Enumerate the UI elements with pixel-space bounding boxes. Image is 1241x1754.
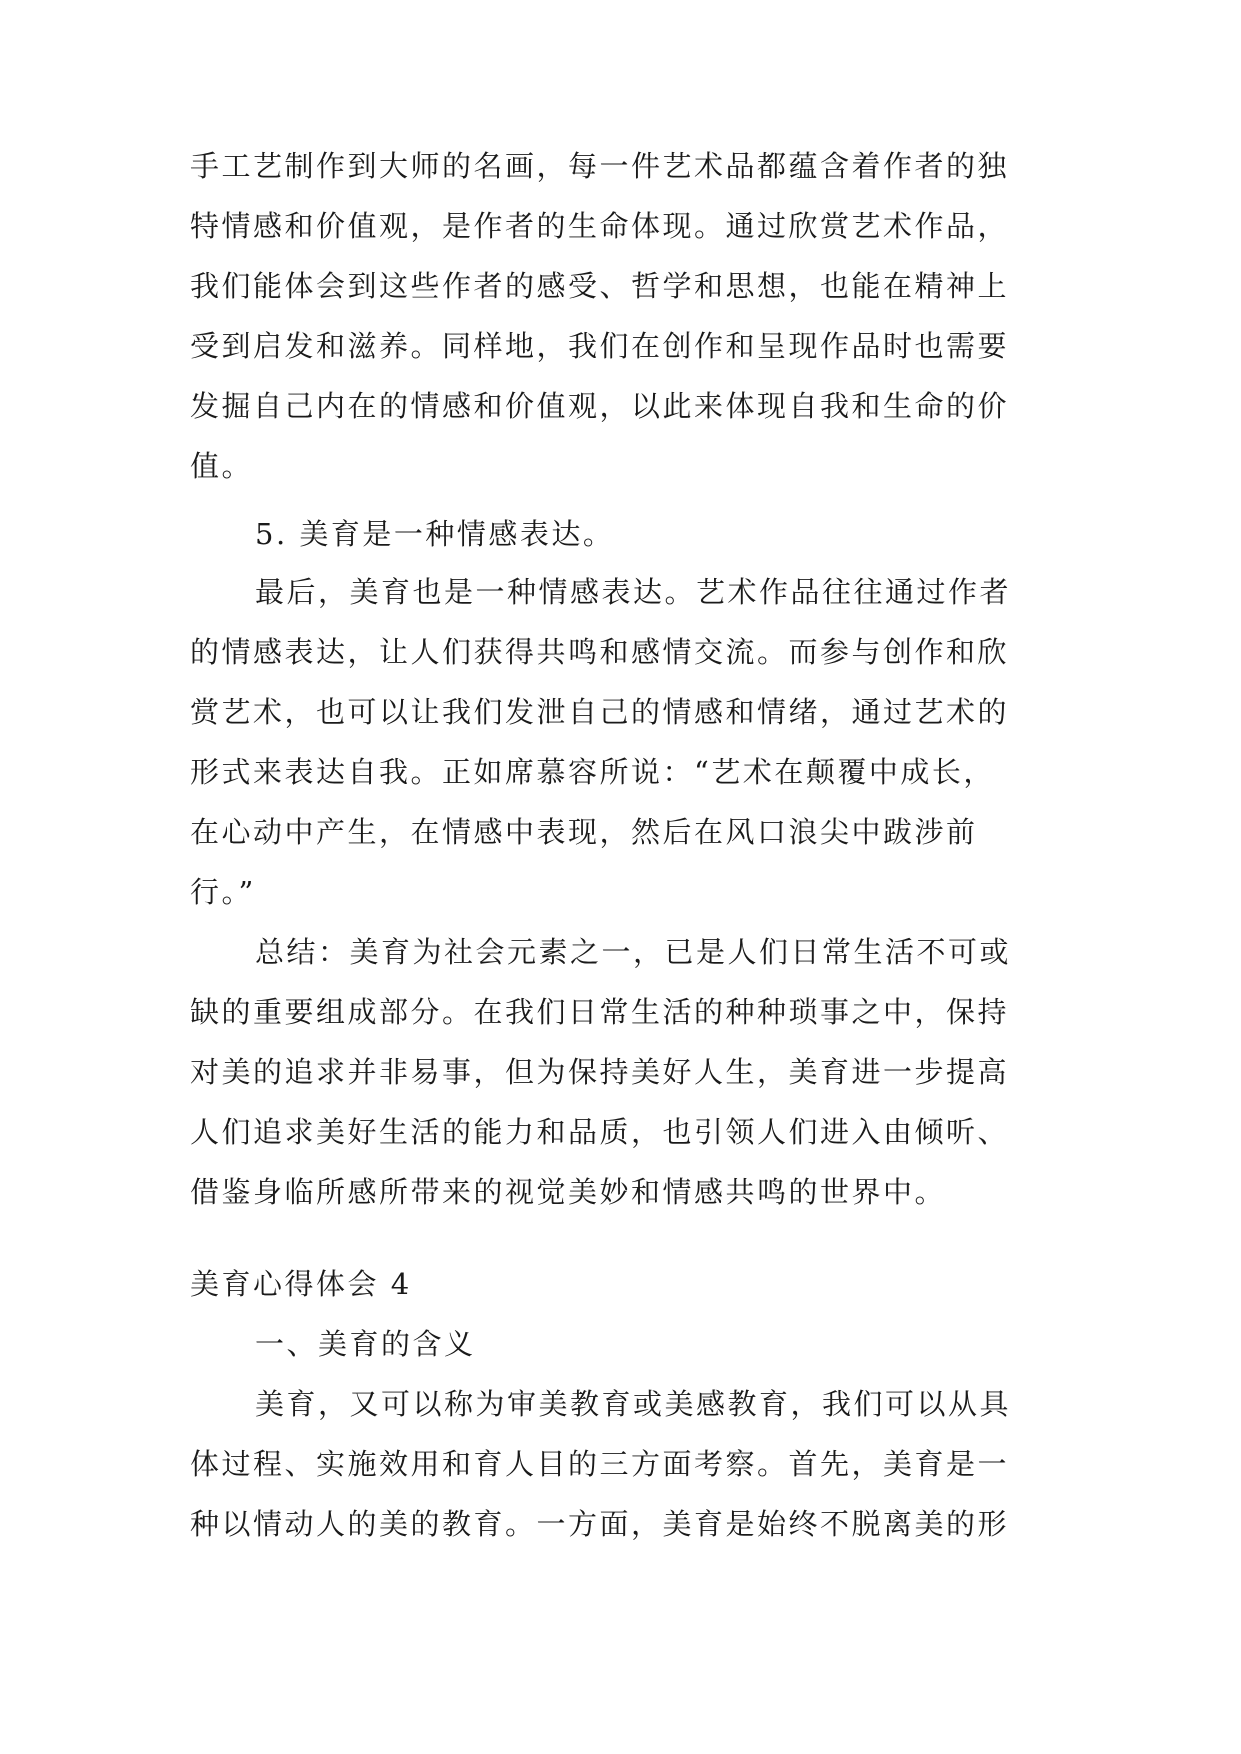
text-line: 的情感表达，让人们获得共鸣和感情交流。而参与创作和欣 (190, 635, 1010, 669)
text-line: 赏艺术，也可以让我们发泄自己的情感和情绪，通过艺术的 (190, 695, 1010, 729)
document-title: 美育心得体会 4 (190, 1267, 412, 1301)
text-line: 发掘自己内在的情感和价值观，以此来体现自我和生命的价 (190, 389, 1010, 423)
text-line: 体过程、实施效用和育人目的三方面考察。首先，美育是一 (190, 1447, 1010, 1481)
text-line: 缺的重要组成部分。在我们日常生活的种种琐事之中，保持 (190, 995, 1010, 1029)
text-line: 我们能体会到这些作者的感受、哲学和思想，也能在精神上 (190, 269, 1010, 303)
text-line: 在心动中产生，在情感中表现，然后在风口浪尖中跋涉前 (190, 815, 978, 849)
text-line: 人们追求美好生活的能力和品质，也引领人们进入由倾听、 (190, 1115, 1010, 1149)
text-line: 形式来表达自我。正如席慕容所说：“艺术在颠覆中成长， (190, 755, 995, 789)
text-line: 行。” (190, 875, 256, 909)
section-heading: 一、美育的含义 (255, 1327, 476, 1361)
text-line: 总结：美育为社会元素之一，已是人们日常生活不可或 (255, 935, 1012, 969)
text-line: 美育，又可以称为审美教育或美感教育，我们可以从具 (255, 1387, 1012, 1421)
text-line: 对美的追求并非易事，但为保持美好人生，美育进一步提高 (190, 1055, 1010, 1089)
text-line: 借鉴身临所感所带来的视觉美妙和情感共鸣的世界中。 (190, 1175, 947, 1209)
text-line: 手工艺制作到大师的名画，每一件艺术品都蕴含着作者的独 (190, 149, 1010, 183)
text-line: 值。 (190, 449, 254, 483)
text-line: 特情感和价值观，是作者的生命体现。通过欣赏艺术作品， (190, 209, 1010, 243)
text-line: 种以情动人的美的教育。一方面，美育是始终不脱离美的形 (190, 1507, 1010, 1541)
text-line: 最后，美育也是一种情感表达。艺术作品往往通过作者 (255, 575, 1012, 609)
section-heading: 5. 美育是一种情感表达。 (255, 517, 615, 551)
text-line: 受到启发和滋养。同样地，我们在创作和呈现作品时也需要 (190, 329, 1010, 363)
